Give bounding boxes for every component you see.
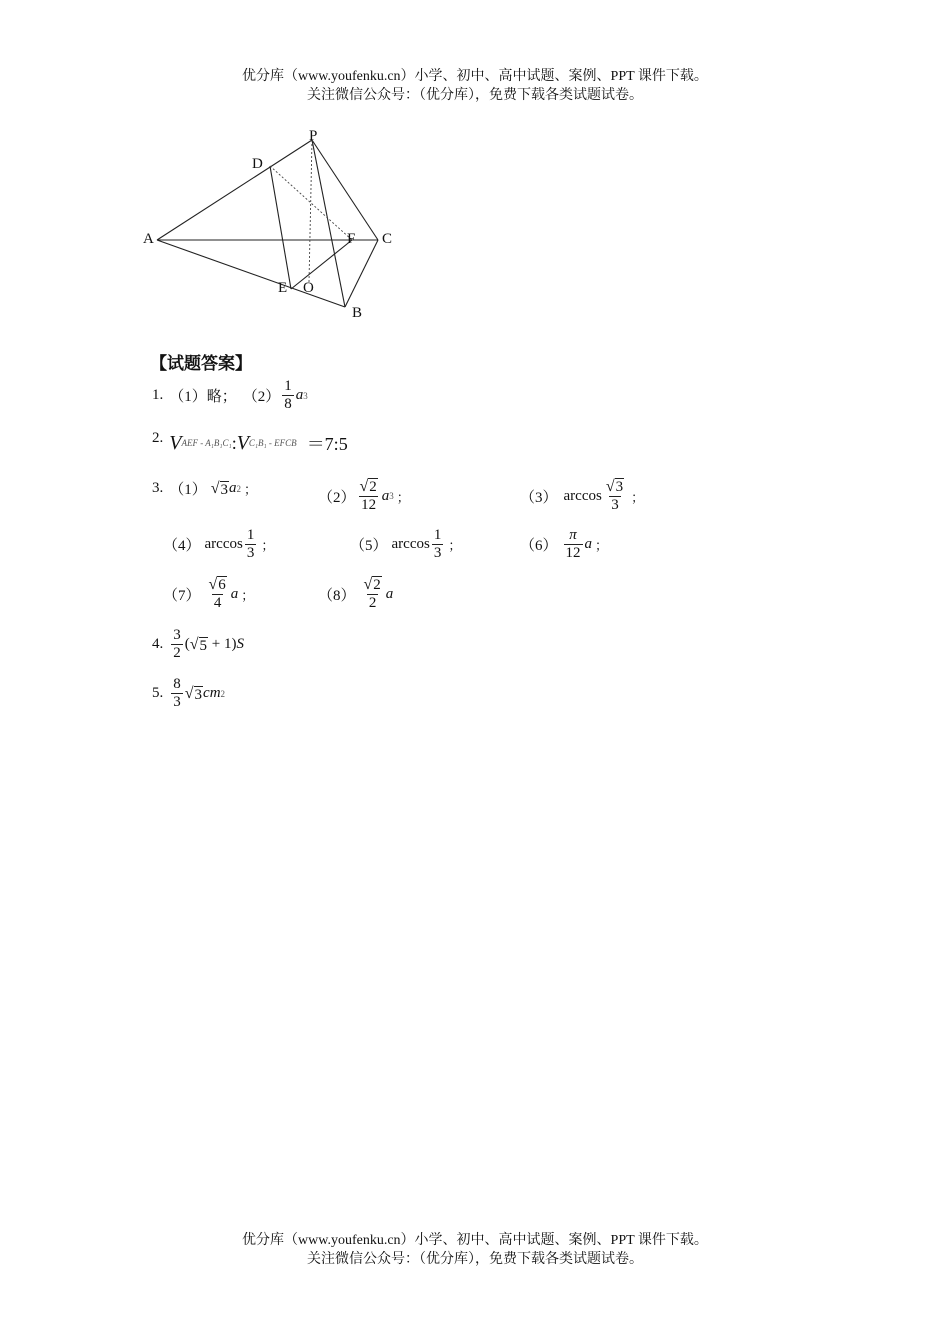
answer-3-5 bbox=[350, 527, 461, 562]
answer-3-4 bbox=[163, 527, 274, 562]
fraction-denominator: 8 bbox=[284, 396, 292, 412]
edge-AP bbox=[157, 140, 312, 240]
answer-3-3-func: arccos bbox=[563, 487, 602, 504]
answer-3-6-semi: ； bbox=[595, 538, 609, 553]
answer-3-8-var: a bbox=[385, 585, 394, 602]
label-B: B bbox=[352, 305, 363, 321]
sqrt-radicand: 5 bbox=[199, 637, 208, 654]
fraction-denominator: 3 bbox=[433, 545, 442, 561]
answer-3-6-fraction bbox=[564, 527, 583, 562]
answer-3-3-semi: ； bbox=[631, 489, 645, 505]
answer-3-7-fraction: √ 6 4 bbox=[208, 576, 226, 611]
answer-3-1-exp: 2 bbox=[236, 483, 242, 494]
label-E: E bbox=[278, 280, 288, 296]
answer-3-7-semi: ； bbox=[241, 587, 255, 603]
answer-5-exp: 2 bbox=[220, 688, 226, 699]
answer-3-1-label: （1） bbox=[169, 482, 207, 498]
answer-3-7-label: （7） bbox=[163, 587, 201, 604]
answer-5-unit: cm bbox=[203, 685, 221, 701]
geometry-figure bbox=[135, 125, 405, 325]
edge-AB bbox=[157, 240, 345, 307]
answer-3-2-var: a bbox=[381, 487, 390, 504]
answer-3-2 bbox=[318, 478, 410, 514]
fraction-denominator: 12 bbox=[565, 545, 581, 561]
answer-3-6-label: （6） bbox=[520, 538, 558, 554]
answer-3-row-1 bbox=[152, 478, 257, 499]
answer-3-1-semi: ； bbox=[244, 482, 258, 497]
fraction-denominator: 3 bbox=[246, 545, 255, 561]
answer-3-4-semi: ； bbox=[261, 538, 275, 553]
sqrt-symbol: √ 3 bbox=[210, 479, 229, 498]
answer-3-2-label: （2） bbox=[318, 489, 356, 506]
edge-PO-dashed bbox=[309, 140, 312, 282]
fraction-numerator: 1 bbox=[246, 527, 255, 543]
edge-EF bbox=[291, 240, 352, 289]
footer-line-1: 优分库（www.youfenku.cn）小学、初中、高中试题、案例、PPT 课件下载。 bbox=[242, 1233, 708, 1248]
fraction-numerator: π bbox=[569, 527, 577, 543]
fraction-denominator: 4 bbox=[213, 595, 222, 611]
answer-3-8-label: （8） bbox=[318, 587, 356, 604]
sqrt-radicand: 2 bbox=[373, 577, 381, 593]
sqrt-radicand: 2 bbox=[369, 479, 377, 495]
sqrt-radicand: 3 bbox=[194, 686, 203, 703]
sqrt-radicand: 6 bbox=[218, 577, 226, 593]
answer-3-2-fraction: √ 2 12 bbox=[359, 478, 377, 513]
fraction-denominator: 3 bbox=[611, 497, 619, 513]
fraction-numerator: 1 bbox=[433, 527, 442, 543]
answer-1-fraction bbox=[282, 378, 294, 413]
answer-3-5-semi: ； bbox=[448, 538, 462, 553]
label-F: F bbox=[347, 231, 356, 247]
answer-1-part2: （2） bbox=[242, 389, 281, 405]
answer-2-sub2: C₁B₁ - EFCB bbox=[248, 438, 297, 448]
fraction-numerator: 1 bbox=[284, 378, 292, 394]
answer-2-V2: V bbox=[236, 431, 249, 454]
header-line-1: 优分库（www.youfenku.cn）小学、初中、高中试题、案例、PPT 课件下载。 bbox=[242, 69, 708, 84]
answer-3-5-label: （5） bbox=[350, 538, 388, 554]
fraction-denominator: 3 bbox=[173, 694, 181, 710]
answer-4-var: S bbox=[236, 636, 244, 652]
fraction-numerator: 8 bbox=[173, 676, 181, 692]
answer-2-colon: : bbox=[231, 432, 237, 453]
answer-4-number: 4. bbox=[152, 636, 164, 652]
answer-3-6-var: a bbox=[584, 536, 593, 552]
section-title: 【试题答案】 bbox=[150, 354, 252, 374]
fraction-denominator: 2 bbox=[368, 595, 377, 611]
label-A: A bbox=[143, 231, 154, 247]
answer-3-8 bbox=[318, 576, 393, 612]
answer-3-3 bbox=[520, 478, 644, 514]
answer-4-plus: + 1) bbox=[208, 636, 237, 652]
answer-1-var: a bbox=[295, 387, 304, 403]
label-O: O bbox=[303, 280, 314, 296]
answer-5-number: 5. bbox=[152, 685, 164, 701]
answer-5-fraction bbox=[171, 676, 183, 711]
answer-3-1-var: a bbox=[229, 480, 237, 496]
page-header bbox=[0, 67, 950, 105]
answer-3-4-func: arccos bbox=[204, 536, 243, 552]
edge-DE bbox=[270, 166, 291, 289]
answer-4 bbox=[152, 627, 244, 662]
answer-3-5-func: arccos bbox=[391, 536, 430, 552]
answer-3-7 bbox=[163, 576, 254, 612]
answer-3-4-label: （4） bbox=[163, 538, 201, 554]
answer-3-4-fraction bbox=[245, 527, 257, 562]
sqrt-radicand: 3 bbox=[615, 479, 624, 495]
edge-BC bbox=[345, 240, 378, 307]
sqrt-symbol: √ 5 bbox=[189, 635, 208, 654]
answer-2-V1: V bbox=[169, 431, 182, 454]
page-footer bbox=[0, 1231, 950, 1269]
sqrt-radicand: 3 bbox=[220, 481, 229, 498]
answer-4-fraction bbox=[171, 627, 183, 662]
label-C: C bbox=[382, 231, 393, 247]
answer-3-2-semi: ； bbox=[396, 489, 410, 505]
answer-4-open-paren: ( bbox=[184, 636, 190, 652]
answer-3-8-fraction: √ 2 2 bbox=[363, 576, 381, 611]
answer-3-number: 3. bbox=[152, 480, 164, 496]
answer-2-number: 2. bbox=[152, 430, 164, 446]
fraction-denominator: 12 bbox=[361, 497, 377, 513]
answer-3-2-exp: 3 bbox=[389, 491, 394, 501]
answer-1-part1: （1）略； bbox=[169, 389, 237, 405]
answer-1-number: 1. bbox=[152, 387, 164, 403]
answer-3-6 bbox=[520, 527, 608, 562]
answer-3-3-fraction: √ 3 3 bbox=[605, 478, 624, 513]
sqrt-symbol: √ 3 bbox=[184, 684, 203, 703]
answer-2 bbox=[152, 430, 348, 456]
fraction-numerator: 3 bbox=[173, 627, 181, 643]
answer-2-eq: ＝7:5 bbox=[306, 434, 348, 454]
label-D: D bbox=[252, 156, 263, 172]
header-line-2: 关注微信公众号：（优分库），免费下载各类试题试卷。 bbox=[307, 88, 643, 103]
answer-5 bbox=[152, 676, 225, 711]
answer-3-3-label: （3） bbox=[520, 489, 558, 506]
answer-3-5-fraction bbox=[432, 527, 444, 562]
answer-1 bbox=[152, 378, 308, 413]
label-P: P bbox=[309, 128, 318, 144]
answer-3-7-var: a bbox=[230, 585, 239, 602]
footer-line-2: 关注微信公众号：（优分库），免费下载各类试题试卷。 bbox=[307, 1252, 643, 1267]
answer-2-sub1: AEF - A₁B₁C₁ bbox=[181, 438, 232, 448]
fraction-denominator: 2 bbox=[173, 645, 181, 661]
answer-1-exp: 3 bbox=[303, 390, 308, 401]
